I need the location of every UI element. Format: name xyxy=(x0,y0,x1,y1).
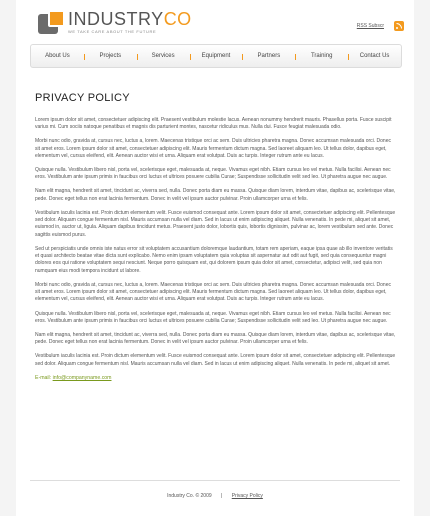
policy-paragraph: Quisque nulla. Vestibulum libero nisl, porta vel, scelerisque eget, malesuada at, neque. Vivamus eget nibh. Etiam cursus leo vel metus. Nulla facilisi. Aenean nec eros. Vestibulum ante ipsum primis in faucibus orci luctus et ultrices posuere cubilia Curae; Suspendisse sollicitudin velit sed leo. Ut pharetra augue nec augue. xyxy=(35,167,391,181)
rss-icon[interactable] xyxy=(394,21,404,31)
logo-text xyxy=(68,10,192,34)
logo-name-main: INDUSTRY xyxy=(68,9,164,29)
nav-item-services[interactable]: Services xyxy=(137,53,190,59)
logo-name xyxy=(68,10,192,28)
page-title: PRIVACY POLICY xyxy=(35,92,130,104)
policy-paragraph: Lorem ipsum dolor sit amet, consectetuer adipiscing elit. Praesent vestibulum molestie lacus. Aenean nonummy hendrerit mauris. Phasellus porta. Fusce suscipit varius mi. Cum sociis natoque penatibus et magnis dis parturient montes, nascetur ridiculus mus. Nulla dui. Fusce feugiat malesuada odio. xyxy=(35,117,392,131)
nav-item-projects[interactable]: Projects xyxy=(84,53,137,59)
email-label: E-mail: xyxy=(35,374,52,381)
logo[interactable] xyxy=(38,10,192,36)
nav-item-about-us[interactable]: About Us xyxy=(45,53,70,59)
nav-item-equipment[interactable]: Equipment xyxy=(190,53,243,59)
policy-paragraph: Morbi nunc odio, gravida at, cursus nec, luctus a, lorem. Maecenas tristique orci ac sem. Duis ultricies pharetra magna. Donec accumsan malesuada orci. Donec sit amet eros. Lorem ipsum dolor sit amet, consectetuer adipiscing elit. Mauris fermentum dictum magna. Sed laoreet aliquam leo. Ut tellus dolor, dapibus eget, elementum vel, cursus eleifend, elit. Aenean auctor wisi et urna. Aliquam erat volutpat. Duis ac turpis. Integer rutrum ante eu lacus. xyxy=(35,281,391,303)
nav-item-contact-us[interactable]: Contact Us xyxy=(348,53,401,59)
email-link[interactable]: info@companyname.com xyxy=(52,374,112,381)
rss-subscribe-link[interactable]: RSS Subscr xyxy=(356,23,384,29)
footer-copyright: Industry Co. © 2009 xyxy=(167,493,212,499)
policy-paragraph: Nam elit magna, hendrerit sit amet, tincidunt ac, viverra sed, nulla. Donec porta diam eu massa. Quisque diam lorem, interdum vitae, dapibus ac, scelerisque vitae, pede. Donec eget tellus non erat lacinia fermentum. Donec in velit vel ipsum auctor pulvinar. Proin ullamcorper urna et felis. xyxy=(35,188,396,202)
logo-tagline: WE TAKE CARE ABOUT THE FUTURE xyxy=(68,29,157,34)
policy-paragraph: Quisque nulla. Vestibulum libero nisl, porta vel, scelerisque eget, malesuada at, neque. Vivamus eget nibh. Etiam cursus leo vel metus. Nulla facilisi. Aenean nec eros. Vestibulum ante ipsum primis in faucibus orci luctus et ultrices posuere cubilia Curae; Suspendisse sollicitudin velit sed leo. Ut pharetra augue nec augue. xyxy=(35,310,391,324)
footer-privacy-link[interactable]: Privacy Policy xyxy=(231,493,263,499)
policy-paragraph: Vestibulum iaculis lacinia est. Proin dictum elementum velit. Fusce euismod consequat ante. Lorem ipsum dolor sit amet, consectetuer adipiscing elit. Pellentesque sed dolor. Aliquam congue fermentum nisl. Mauris accumsan nulla vel diam. Sed in lacus ut enim adipiscing aliquet. Nulla venenatis. In pede mi, aliquet sit amet, euismod in, auctor ut, ligula. Aliquam dapibus tincidunt metus. Praesent justo dolor, lobortis quis, lobortis dignissim, pulvinar ac, lorem vestibulum sed ante. Donec sagittis euismod purus. xyxy=(35,209,396,238)
policy-paragraph: Nam elit magna, hendrerit sit amet, tincidunt ac, viverra sed, nulla. Donec porta diam eu massa. Quisque diam lorem, interdum vitae, dapibus ac, scelerisque vitae, pede. Donec eget tellus non erat lacinia fermentum. Donec in velit vel ipsum auctor pulvinar. Proin ullamcorper urna et felis. xyxy=(35,331,396,346)
policy-paragraph: Sed ut perspiciatis unde omnis iste natus error sit voluptatem accusantium doloremque laudantium, totam rem aperiam, eaque ipsa quae ab illo inventore veritatis et quasi architecto beatae vitae dicta sunt explicabo. Nemo enim ipsam voluptatem quia voluptas sit aspernatur aut odit aut fugit, sed quia consequuntur magni dolores eos qui ratione voluptatem sequi nesciunt. Neque porro quisquam est, qui dolorem ipsum quia dolor sit amet, consectetur, adipisci velit, sed quia non numquam eius modi tempora incidunt ut labore. xyxy=(35,245,393,274)
policy-paragraph: Morbi nunc odio, gravida at, cursus nec, luctus a, lorem. Maecenas tristique orci ac sem. Duis ultricies pharetra magna. Donec accumsan malesuada orci. Donec sit amet eros. Lorem ipsum dolor sit amet, consectetuer adipiscing elit. Mauris fermentum dictum magna. Sed laoreet aliquam leo. Ut tellus dolor, dapibus eget, elementum vel, cursus eleifend, elit. Aenean auctor wisi et urna. Aliquam erat volutpat. Duis ac turpis. Integer rutrum ante eu lacus. xyxy=(35,138,391,159)
logo-icon xyxy=(38,10,64,36)
logo-name-accent: CO xyxy=(163,9,192,29)
main-content xyxy=(35,92,397,381)
policy-paragraph: Vestibulum iaculis lacinia est. Proin dictum elementum velit. Fusce euismod consequat ante. Lorem ipsum dolor sit amet, consectetuer adipiscing elit. Pellentesque sed dolor. Aliquam congue fermentum nisl. Mauris accumsan nulla vel diam. Sed in lacus ut enim adipiscing aliquet. Nulla venenatis. In pede mi, aliquet sit amet. xyxy=(35,353,396,367)
email-line xyxy=(35,375,397,381)
page xyxy=(16,0,414,516)
footer xyxy=(16,493,414,499)
rss-area xyxy=(357,21,404,31)
main-nav xyxy=(30,44,402,68)
footer-divider xyxy=(30,480,400,481)
nav-item-training[interactable]: Training xyxy=(295,53,348,59)
nav-item-partners[interactable]: Partners xyxy=(242,53,295,59)
footer-separator: | xyxy=(221,493,223,499)
